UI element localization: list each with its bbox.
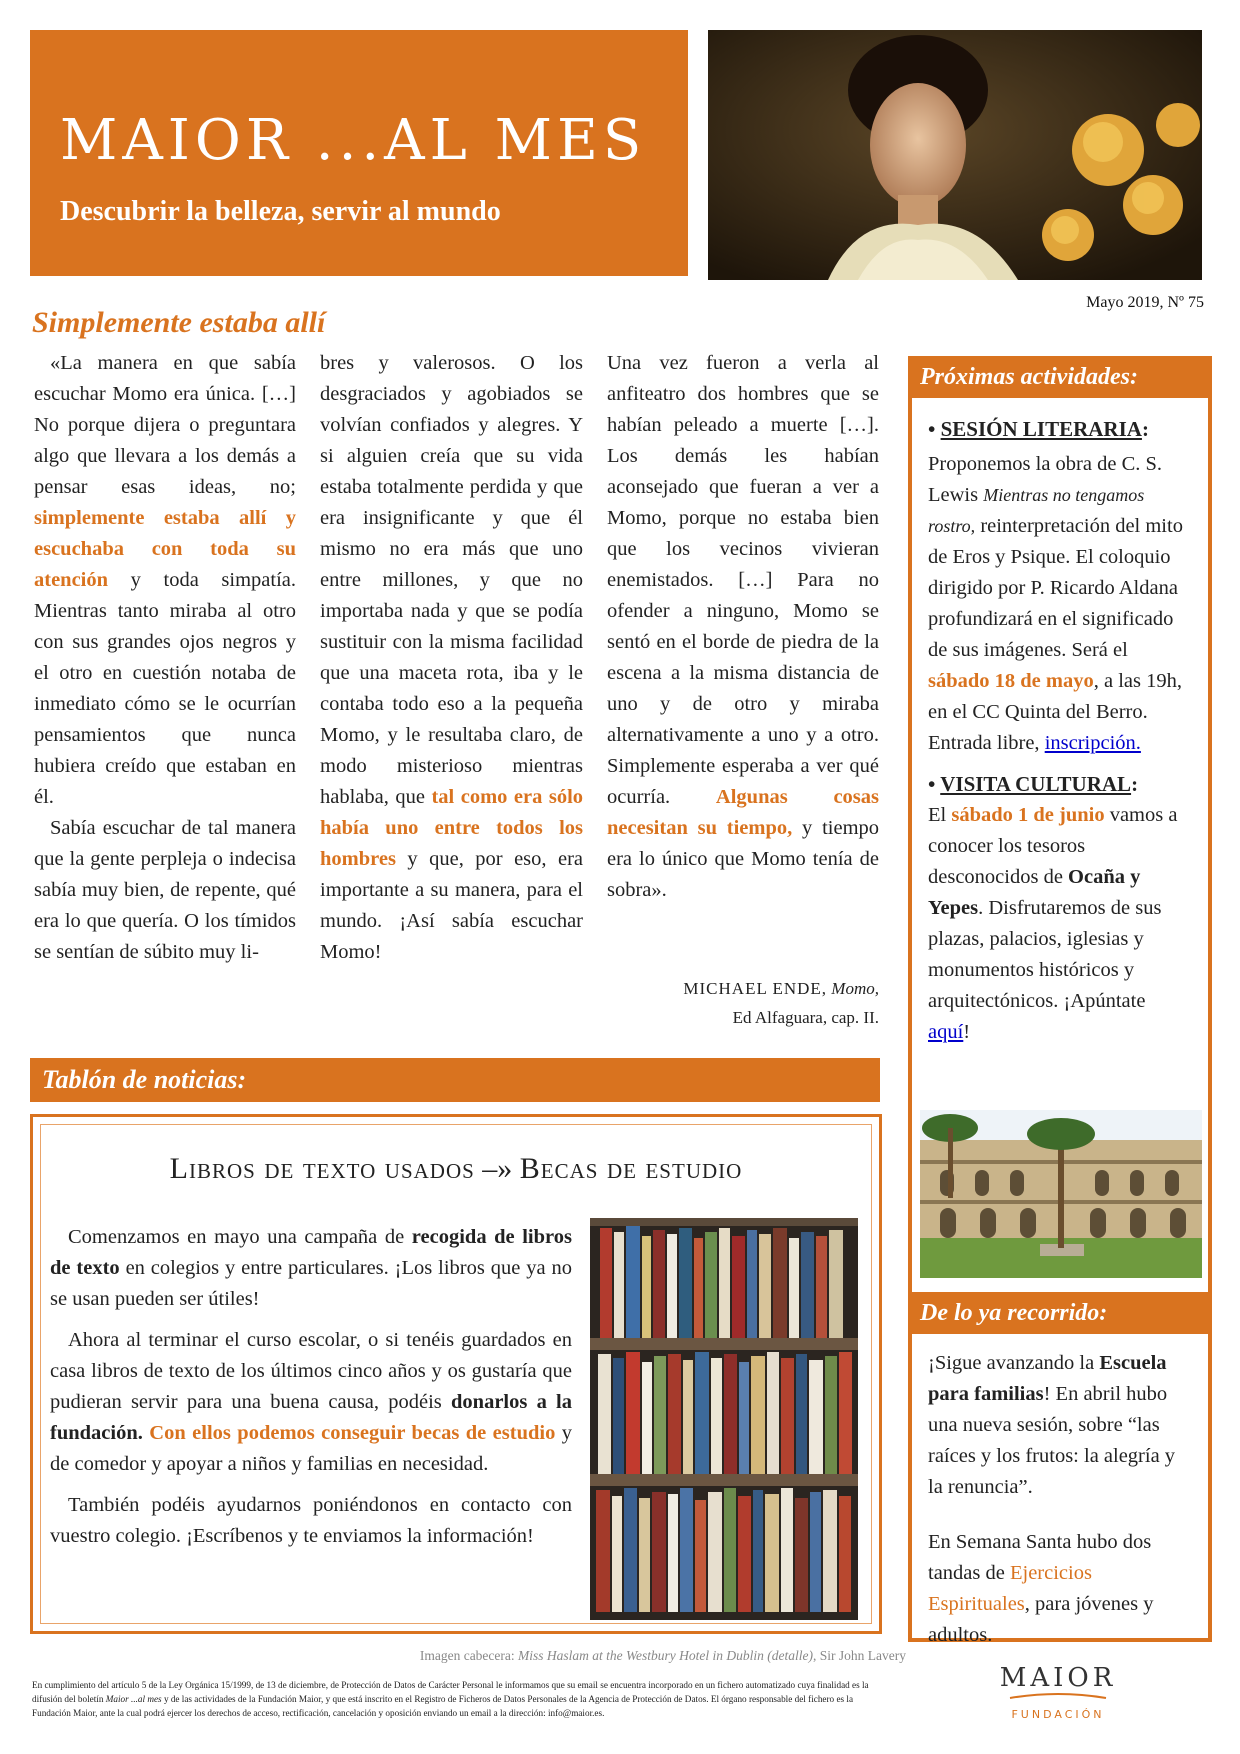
event-date: sábado 18 de mayo (928, 670, 1094, 692)
logo-wordmark: MAIOR (999, 1663, 1117, 1693)
noticias-body (50, 1222, 572, 1562)
cloister-illustration (920, 1110, 1202, 1278)
legal-italic: Maior ...al mes (105, 1694, 162, 1704)
news-paragraph (50, 1222, 572, 1315)
maior-logo (990, 1656, 1180, 1726)
news-title-left: Libros de texto usados (169, 1152, 475, 1185)
article-text: bres y valerosos. O los desgraciados y agobiados se volvían confiados y alegres. Y si alguien creía que su vida estaba totalmente perdida y que era insignificante y que él mismo no era más que uno entre millones, y que no importaba nada y que se podía sustituir con la misma facilidad que una maceta rota, iba y le contaba todo eso a la pequeña Momo, y le resultaba claro, de modo misterioso mientras hablaba, que (320, 352, 583, 808)
article-text: y tiempo era lo único que Momo tenía de sobra». (607, 817, 880, 901)
article-text: Una vez fueron a verla al anfiteatro dos hombres que se habían peleado a muerte […]. Los demás les habían aconsejado que fueran a ver a Momo, porque no estaba bien que los vecinos vivieran enemistados. […] Para no ofender a ninguno, Momo se sentó en el borde de piedra de la escena a la misma distancia de uno y de otro y miraba alternativamente a uno y a otro. Simplemente esperaba a ver qué ocurría. (607, 352, 879, 808)
recorrido-highlight: Ejercicios Espirituales (928, 1562, 1092, 1615)
article-highlight: Algunas cosas necesitan su tiempo, (607, 786, 879, 839)
article-paragraph (34, 348, 296, 813)
article-title: Simplemente estaba allí (32, 306, 326, 339)
article-paragraph: Sabía escuchar de tal manera que la gente perpleja o indecisa sabía muy bien, de repente, qué era lo que quería. O los tímidos se sentían de súbito muy li- (34, 817, 296, 963)
article-text: y toda simpatía. Mientras tanto miraba al otro con sus grandes ojos negros y el otro en cuestión notaba de inmediato cómo se le ocurrían pensamientos que nunca hubiera creído que estaban en él. (34, 569, 296, 808)
recorrido-paragraph (928, 1527, 1190, 1651)
news-paragraph: También podéis ayudarnos poniéndonos en contacto con vuestro colegio. ¡Escríbenos y te enviamos la información! (50, 1494, 572, 1547)
proximas-heading: Próximas actividades: (908, 356, 1212, 398)
article-column-3 (607, 348, 879, 906)
event-title-text: SESIÓN LITERARIA (940, 417, 1142, 441)
recorrido-text: , para jóvenes y adultos. (928, 1593, 1154, 1646)
event-text: ! (963, 1021, 971, 1043)
event-text: El (928, 804, 947, 826)
news-text: Ahora al terminar el curso escolar, o si tenéis guardados en casa libros de texto de los últimos cinco años y os gustaría que pudieran servir para una buena causa, podéis (50, 1329, 572, 1413)
recorrido-text: ¡Sigue avanzando la (928, 1352, 1095, 1374)
news-text: Comenzamos en mayo una campaña de (68, 1226, 405, 1248)
news-highlight: Con ellos podemos conseguir becas de estudio (149, 1422, 556, 1444)
credit-text: , Sir John Lavery (813, 1648, 906, 1663)
news-text: en colegios y entre particulares. ¡Los libros que ya no se usan pueden ser útiles! (50, 1257, 572, 1310)
recorrido-bold: Escuela para familias (928, 1352, 1167, 1405)
issue-number: Mayo 2019, Nº 75 (1086, 294, 1204, 311)
noticias-title (40, 1152, 872, 1186)
cover-painting-image (708, 30, 1202, 280)
masthead-tagline: Descubrir la belleza, servir al mundo (60, 196, 501, 227)
logo-swoosh (1010, 1694, 1106, 1698)
article-paragraph (607, 348, 879, 906)
attribution-publisher: Ed Alfaguara, cap. II. (732, 1008, 879, 1027)
news-title-arrow: –» (482, 1152, 513, 1185)
attribution-author: MICHAEL ENDE, (683, 979, 828, 998)
event-text: reinterpretación del mito de Eros y Psique. El coloquio dirigido por P. Ricardo Aldana profundizará en el significado de sus imágenes. Será el (928, 515, 1183, 661)
article-attribution (607, 974, 879, 1032)
recorrido-text: En Semana Santa hubo dos tandas de (928, 1531, 1152, 1584)
news-bold: recogida de libros de texto (50, 1226, 572, 1279)
masthead-title: MAIOR ...AL MES (60, 108, 647, 173)
attribution-work: Momo, (831, 979, 879, 998)
event-title-text: VISITA CULTURAL (940, 772, 1132, 796)
recorrido-text: ! En abril hubo una nueva sesión, sobre “las raíces y los frutos: la alegría y la renuncia”. (928, 1383, 1176, 1498)
bookshelf-illustration (590, 1218, 858, 1620)
event-text: . Disfrutaremos de sus plazas, palacios, iglesias y monumentos históricos y arquitectónicos. ¡Apúntate (928, 897, 1162, 1012)
article-paragraph (320, 348, 583, 968)
event-book-title: Mientras no tengamos rostro, (928, 485, 1145, 536)
event-text: , a las 19h, en el CC Quinta del Berro. Entrada libre, (928, 670, 1182, 754)
image-credit (420, 1648, 906, 1664)
event-date: sábado 1 de junio (951, 804, 1105, 826)
news-title-right: Becas de estudio (519, 1152, 743, 1185)
article-column-1 (34, 348, 296, 968)
article-column-2 (320, 348, 583, 968)
legal-text: y de las actividades de la Fundación Maior, y que está inscrito en el Registro de Ficheros de Datos Personales de la Agencia de Protección de Datos. El órgano responsable del fichero es la Fundación Maior, ante la cual podrá ejercer los derechos de acceso, rectificación, cancelación y oposición enviando un email a la dirección: info@maior.es. (32, 1694, 854, 1718)
event-visita-title: • VISITA CULTURAL: (928, 772, 1139, 796)
cloister-photo (920, 1110, 1202, 1278)
recorrido-content (928, 1348, 1190, 1651)
legal-notice (32, 1678, 884, 1720)
article-text: «La manera en que sabía escuchar Momo era única. […] No porque dijera o preguntara algo que llevara a los demás a pensar esas ideas, no; (34, 352, 296, 498)
logo-subtitle: FUNDACIÓN (1011, 1708, 1105, 1721)
legal-text: En cumplimiento del artículo 5 de la Ley Orgánica 15/1999, de 13 de diciembre, de Protección de Datos de Carácter Personal le informamos que su email se encuentra incorporado en un fichero automatizado cuya finalidad es la difusión del boletín (32, 1680, 869, 1704)
event-text: vamos a conocer los tesoros desconocidos de (928, 804, 1178, 888)
article-text: y que, por eso, era importante a su manera, para el mundo. ¡Así sabía escuchar Momo! (320, 848, 584, 963)
recorrido-paragraph (928, 1348, 1190, 1503)
news-text: y de comedor y apoyar a niños y familias en necesidad. (50, 1422, 572, 1475)
inscripcion-link[interactable]: inscripción. (1044, 732, 1141, 754)
event-visita-text (928, 800, 1188, 1048)
event-text: Proponemos la obra de C. S. Lewis (928, 453, 1163, 506)
event-literaria-text (928, 449, 1188, 759)
news-bold: donarlos a la fundación. (50, 1391, 572, 1444)
bookshelf-photo (590, 1218, 858, 1620)
article-highlight: tal como era sólo había uno entre todos los hombres (320, 786, 584, 870)
noticias-heading: Tablón de noticias: (30, 1058, 880, 1102)
proximas-content (928, 414, 1188, 1048)
article-highlight: simplemente estaba allí y escuchaba con toda su atención (34, 507, 296, 591)
news-paragraph (50, 1325, 572, 1480)
credit-work: Miss Haslam at the Westbury Hotel in Dublin (detalle) (518, 1648, 814, 1663)
recorrido-heading: De lo ya recorrido: (908, 1292, 1212, 1334)
event-literaria-title: • SESIÓN LITERARIA: (928, 417, 1149, 441)
credit-text: Imagen cabecera: (419, 1648, 515, 1663)
event-place: Ocaña y Yepes (928, 866, 1141, 919)
portrait-illustration (708, 30, 1202, 280)
apuntate-link[interactable]: aquí (928, 1021, 964, 1043)
